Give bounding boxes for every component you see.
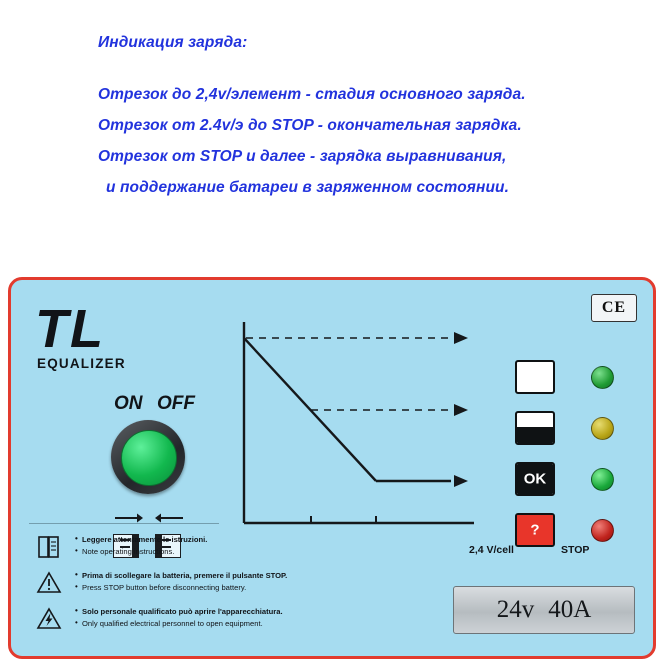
led-yellow-finishing [591, 417, 614, 440]
battery-empty-icon [515, 360, 555, 394]
instruction-stop-it: • Prima di scollegare la batteria, premere il pulsante STOP. [75, 570, 361, 582]
battery-half-icon [515, 411, 555, 445]
device-front-panel [8, 277, 656, 659]
annotation-line-3: Отрезок от STOP и далее - зарядка выравнивания, [98, 148, 507, 165]
instruction-row-manual [31, 534, 361, 564]
switch-off-label: OFF [157, 393, 195, 414]
battery-ok-icon [515, 462, 555, 496]
battery-empty-indicator [515, 358, 635, 402]
ce-mark-icon: CE [591, 294, 637, 322]
battery-fault-icon [515, 513, 555, 547]
instruction-row-stop [31, 570, 361, 600]
instruction-qualified-en: • Only qualified electrical personnel to open equipment. [75, 618, 361, 630]
annotation-line-4: и поддержание батареи в заряженном состоянии. [106, 179, 509, 196]
instruction-stop-en: • Press STOP button before disconnecting battery. [75, 582, 361, 594]
instruction-manual-it: • Leggere attentamente le istruzioni. [75, 534, 361, 546]
manual-icon [35, 534, 63, 560]
instruction-row-qualified [31, 606, 361, 636]
brand-logo-subtitle: EQUALIZER [37, 356, 126, 371]
led-red-fault [591, 519, 614, 542]
power-button-cap[interactable] [121, 430, 177, 486]
rating-current: 40A [548, 596, 592, 623]
annotation-line-1: Отрезок до 2,4v/элемент - стадия основного заряда. [98, 86, 526, 103]
battery-ok-label: OK [523, 470, 547, 488]
panel-divider [29, 523, 219, 525]
instruction-manual-en: • Note operating instructions. [75, 546, 361, 558]
indicator-column [515, 358, 635, 562]
brand-logo: TL [35, 299, 105, 359]
annotation-title: Индикация заряда: [98, 34, 248, 51]
led-green-ok [591, 468, 614, 491]
switch-on-label: ON [114, 393, 143, 414]
instruction-list [31, 534, 361, 642]
annotation-block [0, 0, 667, 268]
chart-svg [216, 318, 481, 548]
battery-ok-indicator [515, 460, 635, 504]
chart-tick-stop: STOP [561, 544, 590, 556]
power-button[interactable] [111, 420, 185, 494]
annotation-line-2: Отрезок от 2.4v/э до STOP - окончательная зарядка. [98, 117, 522, 134]
rating-plate [453, 586, 635, 634]
high-voltage-icon [35, 606, 63, 632]
chart-tick-2-4v: 2,4 V/cell [469, 544, 514, 556]
battery-half-indicator [515, 409, 635, 453]
instruction-qualified-it: • Solo personale qualificato può aprire l'apparecchiatura. [75, 606, 361, 618]
warning-icon [35, 570, 63, 596]
rating-voltage: 24v [496, 596, 535, 623]
battery-fault-label: ? [530, 521, 540, 539]
battery-fault-indicator [515, 511, 635, 555]
led-green-charging [591, 366, 614, 389]
